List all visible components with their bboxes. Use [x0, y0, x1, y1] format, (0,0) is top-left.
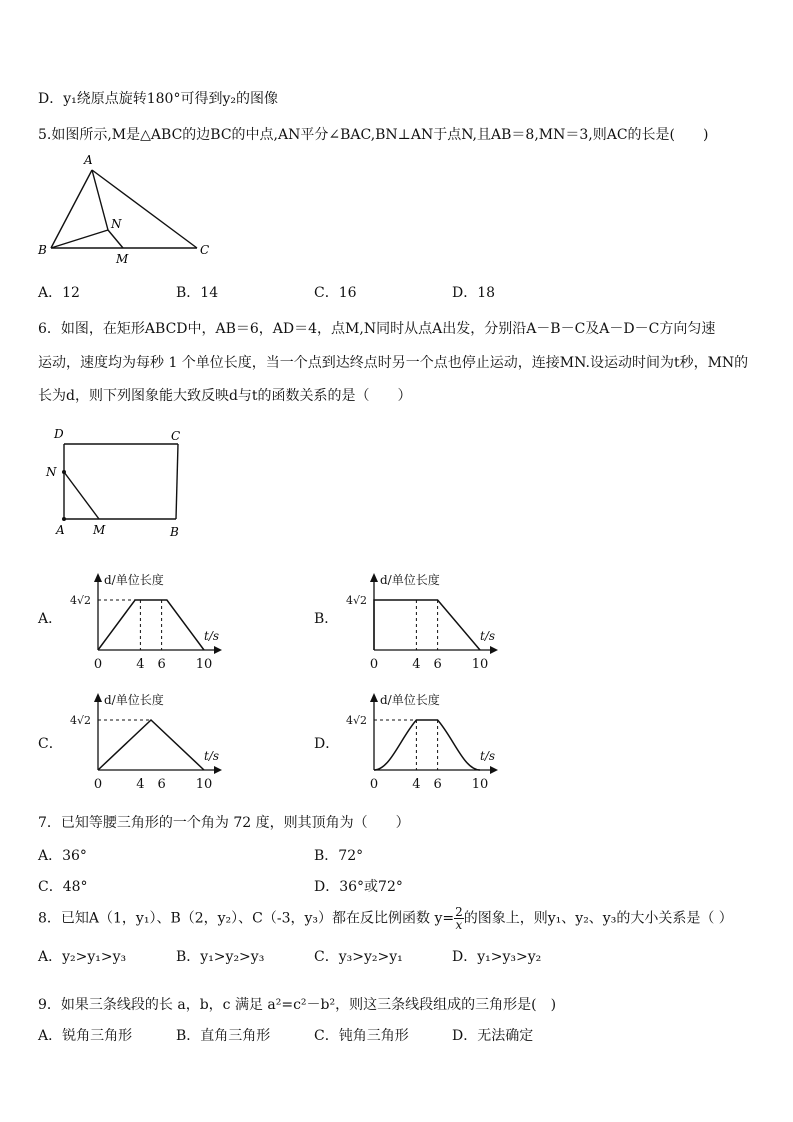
q6-graph-a [66, 570, 226, 674]
x-axis-arrow-icon [490, 646, 498, 654]
x-axis-arrow-icon [214, 646, 222, 654]
y-axis-label: d/单位长度 [380, 693, 440, 707]
x-tick-label: 6 [157, 777, 166, 792]
q6-label-d: D [54, 427, 64, 441]
x-tick-label: 10 [471, 657, 489, 672]
y-axis-label: d/单位长度 [104, 693, 164, 707]
q6-graph-c [66, 690, 226, 794]
q8-option-a: A．y₂>y₁>y₃ [38, 949, 127, 965]
q8-fraction-numerator: 2 [455, 905, 463, 919]
q7-option-b: B．72° [314, 848, 364, 864]
q6-stem-line-3: 长为d，则下列图象能大致反映d与t的函数关系的是（ ） [38, 388, 412, 404]
x-tick-label: 10 [471, 777, 489, 792]
y-mark-label: 4√2 [346, 714, 368, 727]
q6-option-a-letter: A． [38, 611, 63, 627]
q5-label-m: M [116, 252, 129, 266]
q5-option-d: D．18 [452, 285, 496, 301]
q6-option-b-letter: B． [314, 611, 339, 627]
x-axis-arrow-icon [490, 766, 498, 774]
y-axis-label: d/单位长度 [380, 573, 440, 587]
x-tick-label: 0 [93, 777, 103, 792]
x-tick-label: 4 [412, 777, 421, 792]
q5-option-b: B．14 [176, 285, 219, 301]
q6-label-n: N [46, 465, 57, 479]
q5-label-n: N [111, 217, 122, 231]
q5-option-c: C．16 [314, 285, 357, 301]
y-axis-arrow-icon [94, 573, 102, 582]
graph-curve [374, 720, 480, 770]
q5-label-a: A [84, 153, 93, 167]
q5-option-a: A．12 [38, 285, 80, 301]
x-tick-label: 0 [93, 657, 103, 672]
q9-option-d: D．无法确定 [452, 1028, 534, 1044]
x-tick-label: 6 [433, 657, 442, 672]
q8-option-c: C．y₃>y₂>y₁ [314, 949, 403, 965]
q8-fraction-denominator: x [455, 918, 463, 932]
q5-label-c: C [200, 243, 210, 257]
q8-stem-pre: 8．已知A（1，y₁）、B（2，y₂）、C（-3，y₃）都在反比例函数 y= [38, 910, 455, 927]
x-tick-label: 10 [195, 777, 213, 792]
x-axis-label: t/s [480, 749, 496, 763]
q8-fraction [454, 906, 464, 931]
q6-label-a: A [56, 523, 65, 537]
y-mark-label: 4√2 [346, 594, 368, 607]
x-tick-label: 4 [136, 657, 145, 672]
q6-option-d-letter: D． [314, 736, 340, 752]
q7-stem: 7．已知等腰三角形的一个角为 72 度，则其顶角为（ ） [38, 815, 410, 831]
q6-graph-b [342, 570, 502, 674]
y-axis-arrow-icon [370, 693, 378, 702]
graph-curve [374, 600, 480, 650]
x-axis-label: t/s [204, 629, 220, 643]
q8-stem-post: 的图象上，则y₁、y₂、y₃的大小关系是（ ） [463, 910, 733, 927]
q7-option-a: A．36° [38, 848, 87, 864]
x-tick-label: 4 [412, 657, 421, 672]
x-tick-label: 10 [195, 657, 213, 672]
q5-label-b: B [38, 243, 47, 257]
x-axis-label: t/s [204, 749, 220, 763]
q9-option-c: C．钝角三角形 [314, 1028, 409, 1044]
q7-option-d: D．36°或72° [314, 879, 403, 895]
q6-stem-line-2: 运动，速度均为每秒 1 个单位长度，当一个点到达终点时另一个点也停止运动，连接MN.设运动时间为t秒，MN的 [38, 355, 749, 371]
q4-option-d: D．y₁绕原点旋转180°可得到y₂的图像 [38, 91, 278, 107]
q5-triangle-figure [34, 150, 224, 270]
q9-stem: 9．如果三条线段的长 a，b，c 满足 a²=c²－b²，则这三条线段组成的三角形是( ) [38, 997, 557, 1013]
x-axis-label: t/s [480, 629, 496, 643]
q8-option-d: D．y₁>y₃>y₂ [452, 949, 542, 965]
q6-stem-line-1: 6．如图，在矩形ABCD中，AB＝6，AD＝4，点M,N同时从点A出发，分别沿A－B－C及A－D－C方向匀速 [38, 321, 716, 337]
q7-option-c: C．48° [38, 879, 88, 895]
x-tick-label: 0 [369, 657, 379, 672]
x-tick-label: 0 [369, 777, 379, 792]
graph-curve [98, 720, 204, 770]
y-axis-arrow-icon [370, 573, 378, 582]
q5-stem: 5.如图所示,M是△ABC的边BC的中点,AN平分∠BAC,BN⊥AN于点N,且AB＝8,MN＝3,则AC的长是( ) [38, 127, 709, 143]
graph-curve [98, 600, 204, 650]
q6-label-m: M [93, 523, 106, 537]
x-tick-label: 6 [157, 657, 166, 672]
x-tick-label: 4 [136, 777, 145, 792]
q9-option-a: A．锐角三角形 [38, 1028, 133, 1044]
q6-rectangle-figure [38, 424, 198, 542]
y-mark-label: 4√2 [70, 714, 92, 727]
x-tick-label: 6 [433, 777, 442, 792]
y-mark-label: 4√2 [70, 594, 92, 607]
q6-label-b: B [170, 525, 179, 539]
q8-option-b: B．y₁>y₂>y₃ [176, 949, 265, 965]
q6-option-c-letter: C． [38, 736, 63, 752]
y-axis-arrow-icon [94, 693, 102, 702]
q9-option-b: B．直角三角形 [176, 1028, 271, 1044]
x-axis-arrow-icon [214, 766, 222, 774]
y-axis-label: d/单位长度 [104, 573, 164, 587]
q6-graph-d [342, 690, 502, 794]
q6-label-c: C [171, 429, 181, 443]
q8-stem [38, 906, 733, 931]
